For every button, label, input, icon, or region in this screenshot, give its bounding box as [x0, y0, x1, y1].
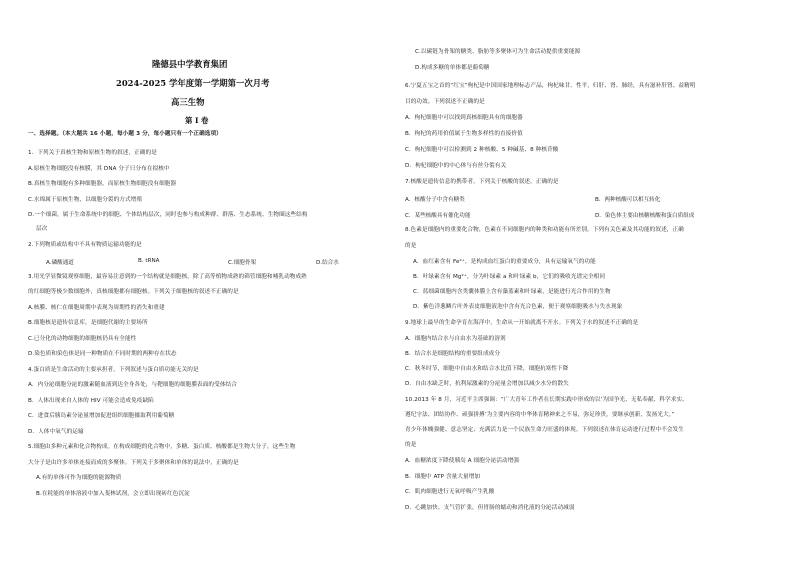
text-line: A.核膜、核仁在细胞周期中表现为周期性的消失和重建	[28, 305, 165, 311]
text-line: A．血糖浓度下降使胰岛 A 细胞分泌活动增强	[405, 458, 520, 464]
text-line: C.以碳链为骨架的糖类、脂肪等多聚体可为生命活动提供重要能源	[415, 49, 581, 55]
text-line: A．血红素含有 Fe²⁺，是构成血红蛋白的重要成分，具有运输氧气的功能	[413, 259, 596, 265]
text-line: 4.蛋白质是生命活动的主要承担者。下列叙述与蛋白质功能无关的是	[28, 367, 199, 373]
text-line: 青少年体魄强健、意志坚定、充满活力是一个民族生命力旺盛的体现。下列叙述在体育运动进行过程中不会发生	[405, 427, 684, 433]
text-line: 8.色素是细胞内的重要化合物，色素在不同细胞内的种类和功能有所差别。下列有关色素及其功能的叙述，正确	[405, 227, 684, 233]
text-line: 的是	[405, 442, 417, 448]
text-line: B．细胞中 ATP 含量大量增加	[405, 474, 481, 480]
text-line: C．进食后胰岛素分泌量增加促进组织细胞摄取利用葡萄糖	[28, 413, 175, 419]
school-name: 隆德县中学教育集团	[152, 59, 228, 69]
exam-title: 2024-2025 学年度第一学期第一次月考	[116, 78, 270, 88]
text-line: D．自由水缺乏时，抗利尿激素的分泌量会增加以减少水分的散失	[405, 381, 569, 387]
q2-option-d: D.结合水	[316, 260, 339, 266]
q2-option-b: B. tRNA	[138, 258, 160, 264]
text-line: B．枸杞的药用价值属于生物多样性的直接价值	[405, 131, 523, 137]
text-line: 一、选择题。（本大题共 16 小题，每小题 3 分，每小题只有一个正确选项）	[28, 131, 222, 137]
text-line: 遵纪守法、团结协作、顽强拼搏’为主要内容的中华体育精神来之不易，弥足珍贵，要继承创新，发扬光大。”	[405, 412, 675, 418]
text-line: C．蓝细菌细胞内含类囊体膜上含有藻蓝素和叶绿素，是能进行光合作用的生物	[413, 289, 611, 295]
text-line: D．人体中氧气的运输	[28, 429, 84, 435]
q7-option-b: B．两种核酸可以相互转化	[595, 197, 661, 203]
text-line: 的红细胞等极少数细胞外，真核细胞都有细胞核。下列关于细胞核的叙述不正确的是	[28, 289, 239, 295]
text-line: 9.地球上最早的生命孕育在海洋中，生命从一开始就离不开水。下列关于水的叙述不正确的是	[405, 320, 639, 326]
text-line: A.有的单体可作为细胞的能源物质	[36, 475, 122, 481]
text-line: 2.下列物质或结构中不具有物质运输功能的是	[28, 242, 142, 248]
part-title: 第 I 卷	[185, 116, 209, 125]
text-line: D．紫色洋葱鳞片叶外表皮细胞液泡中含有光合色素，便于观察细胞吸水与失水现象	[413, 304, 623, 310]
text-line: A．细胞内结合水与自由水为基础的溶剂	[405, 336, 506, 342]
text-line: C．秋冬时节，细胞中自由水和结合水比值下降，细胞抗寒性下降	[405, 366, 569, 372]
text-line: 1．下列关于真核生物和原核生物的叙述，正确的是	[28, 150, 157, 156]
text-line: C.水绵属于原核生物，以细胞分裂的方式增殖	[28, 197, 143, 203]
right-column	[405, 0, 787, 562]
q2-option-a: A.磷酸通道	[46, 260, 74, 266]
q7-option-c: C．某些核酸具有催化功能	[405, 213, 471, 219]
text-line: 目的功效。下列叙述不正确的是	[405, 99, 485, 105]
text-line: 7.核酸是遗传信息的携带者。下列关于核酸的叙述，正确的是	[405, 179, 559, 185]
subject-title: 高三生物	[171, 97, 205, 107]
text-line: C．枸杞细胞中可以检测到 2 种核酸、5 种碱基、8 种核苷酸	[405, 147, 559, 153]
text-line: B.真核生物细胞有多种细胞器，而原核生物细胞没有细胞器	[28, 181, 177, 187]
text-line: 的是	[405, 243, 417, 249]
left-column	[28, 0, 410, 562]
text-line: 大分子是由许多单体连接而成的多聚体。下列关于多聚体和单体的说法中，正确的是	[28, 460, 239, 466]
text-line: D.染色质和染色体是同一种物质在不同时期的两种存在状态	[28, 351, 177, 357]
text-line: B．结合水是细胞结构的重要组成成分	[405, 351, 501, 357]
text-line: B.细胞核是遗传信息库，是细胞代谢的主要场所	[28, 320, 148, 326]
text-line: 层次	[36, 226, 48, 232]
text-line: 5.细胞由多种元素和化合物构成。在构成细胞的化合物中，多糖、蛋白质、核酸都是生物大分子，这些生物	[28, 444, 296, 450]
text-line: A.原核生物细胞没有核膜，其 DNA 分子只分布在拟核中	[28, 166, 170, 172]
text-line: D.构成多糖的单体都是葡萄糖	[415, 65, 490, 71]
text-line: C．肌肉细胞进行无氧呼吸产生乳酸	[405, 489, 495, 495]
text-line: D．枸杞细胞中的中心体与有丝分裂有关	[405, 163, 507, 169]
text-line: B．叶绿素含有 Mg²⁺，分为叶绿素 a 和叶绿素 b，它们的吸收光谱完全相同	[413, 274, 606, 280]
text-line: D.一个细菌，属于生命系统中的细胞、个体结构层次，同时也参与构成种群、群落、生态系统、生物圈这些结构	[28, 212, 308, 218]
q2-option-c: C.细胞骨架	[228, 260, 257, 266]
text-line: 6.宁夏五宝之首的“红宝”枸杞是中国国家地理标志产品，枸杞味甘、性平，归肝、肾、肺经，具有滋补肝肾、益精明	[405, 83, 696, 89]
text-line: B.在耗能的单体溶液中加入斐林试剂，会立即出现砖红色沉淀	[36, 491, 190, 497]
text-line: 10.2013 年 8 月，习近平主席强调：“广大青年工作者在长期实践中形成的以‘为国争光、无私奉献、科学求实、	[405, 397, 688, 403]
text-line: D．心跳加快、支气管扩张，但胃肠的蠕动和消化液的分泌活动减弱	[405, 505, 575, 511]
text-line: C.已分化的动物细胞的细胞核仍具有全能性	[28, 336, 137, 342]
text-line: A．枸杞细胞中可以找到真核细胞具有的细胞器	[405, 115, 523, 121]
text-line: 3.用光学显微镜观察细胞，最容易注意到的一个结构就是细胞核。除了高等植物成熟的筛管细胞和哺乳动物成熟	[28, 274, 307, 280]
text-line: A．内分泌细胞分泌的激素随血液到达全身各处，与靶细胞的细胞膜表面的受体结合	[28, 382, 237, 388]
q7-option-d: D．染色体主要由核糖核酸和蛋白质组成	[595, 213, 695, 219]
q7-option-a: A．核酸分子中含有糖类	[405, 197, 465, 203]
text-line: B．人体出现来自人体的 HIV 可能会造成免疫缺陷	[28, 398, 154, 404]
